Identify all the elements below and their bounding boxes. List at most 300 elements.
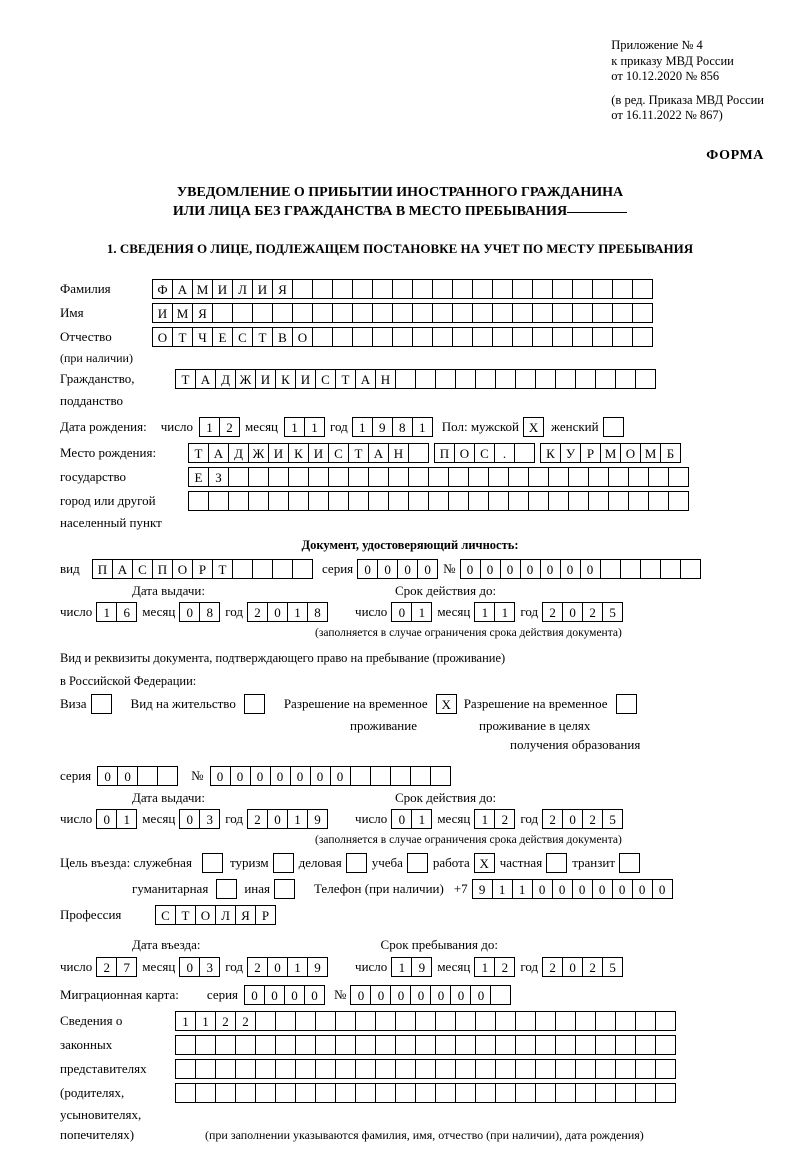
cell[interactable] — [455, 1035, 476, 1055]
cell[interactable]: X — [474, 853, 495, 873]
cell[interactable] — [244, 694, 265, 714]
cell[interactable]: В — [272, 327, 293, 347]
cell[interactable] — [412, 303, 433, 323]
cell[interactable] — [490, 985, 511, 1005]
input-permit-valid-day[interactable] — [391, 809, 431, 829]
cell[interactable] — [408, 491, 429, 511]
checkbox-temp-residence[interactable] — [436, 694, 456, 714]
cell[interactable]: 9 — [307, 809, 328, 829]
cell[interactable]: З — [208, 467, 229, 487]
cell[interactable] — [655, 1035, 676, 1055]
cell[interactable]: 0 — [540, 559, 561, 579]
cell[interactable] — [375, 1035, 396, 1055]
cell[interactable]: Д — [228, 443, 249, 463]
cell[interactable] — [455, 1083, 476, 1103]
cell[interactable]: 0 — [480, 559, 501, 579]
cell[interactable] — [615, 1035, 636, 1055]
cell[interactable]: 1 — [474, 602, 495, 622]
cell[interactable]: 1 — [494, 602, 515, 622]
cell[interactable] — [375, 1011, 396, 1031]
cell[interactable] — [448, 467, 469, 487]
input-stay-day[interactable] — [391, 957, 431, 977]
cell[interactable]: 2 — [235, 1011, 256, 1031]
input-migration-number[interactable] — [350, 985, 510, 1005]
cell[interactable] — [346, 853, 367, 873]
cell[interactable] — [432, 303, 453, 323]
cell[interactable]: 0 — [304, 985, 325, 1005]
input-doc-issue-year[interactable] — [247, 602, 327, 622]
cell[interactable] — [202, 853, 223, 873]
input-doc-issue-month[interactable] — [179, 602, 219, 622]
cell[interactable] — [408, 443, 429, 463]
cell[interactable] — [435, 1083, 456, 1103]
cell[interactable] — [428, 467, 449, 487]
input-legal-rep-row1[interactable] — [175, 1011, 675, 1031]
cell[interactable]: 0 — [652, 879, 673, 899]
checkbox-purpose-private[interactable] — [546, 853, 566, 873]
cell[interactable] — [407, 853, 428, 873]
cell[interactable]: 0 — [612, 879, 633, 899]
cell[interactable] — [274, 879, 295, 899]
cell[interactable] — [475, 1035, 496, 1055]
cell[interactable] — [252, 303, 273, 323]
cell[interactable] — [216, 879, 237, 899]
cell[interactable]: 0 — [562, 957, 583, 977]
cell[interactable]: 1 — [391, 957, 412, 977]
cell[interactable] — [212, 303, 233, 323]
cell[interactable]: 1 — [284, 417, 305, 437]
input-patronymic[interactable] — [152, 327, 652, 347]
cell[interactable]: 0 — [417, 559, 438, 579]
cell[interactable]: 0 — [632, 879, 653, 899]
cell[interactable] — [515, 1035, 536, 1055]
cell[interactable]: 0 — [267, 809, 288, 829]
input-doc-issue-day[interactable] — [96, 602, 136, 622]
cell[interactable] — [395, 1011, 416, 1031]
cell[interactable]: 0 — [357, 559, 378, 579]
cell[interactable]: 8 — [199, 602, 220, 622]
cell[interactable] — [332, 303, 353, 323]
cell[interactable] — [335, 1059, 356, 1079]
cell[interactable] — [195, 1059, 216, 1079]
cell[interactable] — [215, 1035, 236, 1055]
cell[interactable] — [255, 1059, 276, 1079]
cell[interactable] — [468, 491, 489, 511]
cell[interactable] — [355, 1035, 376, 1055]
cell[interactable]: С — [155, 905, 176, 925]
cell[interactable]: Д — [215, 369, 236, 389]
cell[interactable]: 0 — [470, 985, 491, 1005]
cell[interactable]: Р — [192, 559, 213, 579]
cell[interactable]: 0 — [532, 879, 553, 899]
cell[interactable] — [315, 1059, 336, 1079]
cell[interactable] — [232, 559, 253, 579]
input-citizenship[interactable] — [175, 369, 655, 389]
cell[interactable]: 5 — [602, 809, 623, 829]
cell[interactable] — [632, 327, 653, 347]
input-birthplace-city-part2[interactable] — [540, 443, 680, 463]
cell[interactable] — [235, 1059, 256, 1079]
cell[interactable] — [568, 467, 589, 487]
cell[interactable]: 5 — [602, 957, 623, 977]
cell[interactable]: Т — [188, 443, 209, 463]
cell[interactable]: Н — [388, 443, 409, 463]
cell[interactable] — [615, 1083, 636, 1103]
cell[interactable] — [620, 559, 641, 579]
cell[interactable]: А — [208, 443, 229, 463]
cell[interactable] — [615, 1059, 636, 1079]
cell[interactable]: П — [92, 559, 113, 579]
cell[interactable] — [272, 559, 293, 579]
cell[interactable] — [248, 491, 269, 511]
cell[interactable]: 2 — [247, 602, 268, 622]
cell[interactable] — [495, 1083, 516, 1103]
cell[interactable]: 0 — [179, 602, 200, 622]
cell[interactable] — [412, 279, 433, 299]
cell[interactable] — [535, 1035, 556, 1055]
cell[interactable]: 0 — [397, 559, 418, 579]
cell[interactable] — [528, 491, 549, 511]
cell[interactable]: 0 — [562, 809, 583, 829]
cell[interactable]: 1 — [116, 809, 137, 829]
cell[interactable] — [548, 467, 569, 487]
cell[interactable]: И — [252, 279, 273, 299]
cell[interactable] — [655, 1011, 676, 1031]
cell[interactable] — [546, 853, 567, 873]
input-permit-issue-month[interactable] — [179, 809, 219, 829]
cell[interactable] — [368, 467, 389, 487]
cell[interactable]: С — [474, 443, 495, 463]
cell[interactable] — [488, 491, 509, 511]
input-profession[interactable] — [155, 905, 275, 925]
cell[interactable]: Я — [235, 905, 256, 925]
cell[interactable]: 3 — [199, 957, 220, 977]
cell[interactable]: 0 — [270, 766, 291, 786]
cell[interactable] — [668, 467, 689, 487]
cell[interactable]: 0 — [460, 559, 481, 579]
cell[interactable] — [595, 1011, 616, 1031]
cell[interactable] — [315, 1035, 336, 1055]
cell[interactable] — [660, 559, 681, 579]
cell[interactable]: И — [295, 369, 316, 389]
cell[interactable]: 0 — [572, 879, 593, 899]
cell[interactable] — [632, 303, 653, 323]
input-permit-valid-month[interactable] — [474, 809, 514, 829]
cell[interactable] — [640, 559, 661, 579]
cell[interactable] — [495, 1035, 516, 1055]
cell[interactable] — [288, 467, 309, 487]
cell[interactable] — [232, 303, 253, 323]
cell[interactable] — [668, 491, 689, 511]
cell[interactable]: М — [192, 279, 213, 299]
cell[interactable] — [428, 491, 449, 511]
cell[interactable] — [472, 303, 493, 323]
cell[interactable]: Л — [215, 905, 236, 925]
cell[interactable] — [255, 1035, 276, 1055]
cell[interactable] — [255, 1083, 276, 1103]
cell[interactable] — [475, 1059, 496, 1079]
cell[interactable] — [600, 559, 621, 579]
cell[interactable] — [648, 467, 669, 487]
input-birth-day[interactable] — [199, 417, 239, 437]
checkbox-purpose-transit[interactable] — [619, 853, 639, 873]
cell[interactable]: 2 — [582, 809, 603, 829]
cell[interactable] — [408, 467, 429, 487]
cell[interactable] — [395, 369, 416, 389]
cell[interactable]: И — [255, 369, 276, 389]
cell[interactable] — [468, 467, 489, 487]
cell[interactable]: 5 — [602, 602, 623, 622]
cell[interactable] — [335, 1083, 356, 1103]
cell[interactable] — [488, 467, 509, 487]
cell[interactable]: 2 — [215, 1011, 236, 1031]
cell[interactable] — [448, 491, 469, 511]
cell[interactable] — [655, 1059, 676, 1079]
cell[interactable]: 1 — [474, 957, 495, 977]
input-doc-kind[interactable] — [92, 559, 312, 579]
cell[interactable] — [612, 303, 633, 323]
input-doc-number[interactable] — [460, 559, 700, 579]
input-name[interactable] — [152, 303, 652, 323]
cell[interactable]: 2 — [542, 809, 563, 829]
cell[interactable] — [555, 1083, 576, 1103]
cell[interactable] — [275, 1083, 296, 1103]
cell[interactable] — [295, 1083, 316, 1103]
cell[interactable] — [475, 1083, 496, 1103]
cell[interactable] — [137, 766, 158, 786]
cell[interactable] — [435, 369, 456, 389]
cell[interactable] — [315, 1083, 336, 1103]
cell[interactable] — [292, 279, 313, 299]
cell[interactable] — [175, 1083, 196, 1103]
cell[interactable] — [215, 1059, 236, 1079]
input-legal-rep-row2[interactable] — [175, 1035, 675, 1055]
cell[interactable] — [512, 327, 533, 347]
cell[interactable] — [495, 1059, 516, 1079]
cell[interactable]: 2 — [96, 957, 117, 977]
cell[interactable]: А — [368, 443, 389, 463]
cell[interactable] — [455, 369, 476, 389]
cell[interactable] — [275, 1035, 296, 1055]
cell[interactable] — [335, 1035, 356, 1055]
cell[interactable]: 0 — [552, 879, 573, 899]
cell[interactable]: Ж — [235, 369, 256, 389]
cell[interactable]: 1 — [304, 417, 325, 437]
cell[interactable]: М — [640, 443, 661, 463]
cell[interactable] — [595, 1059, 616, 1079]
cell[interactable] — [288, 491, 309, 511]
cell[interactable]: 0 — [450, 985, 471, 1005]
cell[interactable]: А — [172, 279, 193, 299]
checkbox-visa[interactable] — [91, 694, 111, 714]
cell[interactable] — [435, 1059, 456, 1079]
checkbox-edu-residence[interactable] — [616, 694, 636, 714]
checkbox-male[interactable] — [523, 417, 543, 437]
cell[interactable] — [355, 1083, 376, 1103]
cell[interactable]: 1 — [195, 1011, 216, 1031]
input-permit-valid-year[interactable] — [542, 809, 622, 829]
cell[interactable] — [195, 1035, 216, 1055]
cell[interactable] — [492, 279, 513, 299]
input-doc-valid-day[interactable] — [391, 602, 431, 622]
cell[interactable] — [368, 491, 389, 511]
cell[interactable] — [595, 1083, 616, 1103]
input-permit-series[interactable] — [97, 766, 177, 786]
cell[interactable]: Н — [375, 369, 396, 389]
cell[interactable]: Т — [335, 369, 356, 389]
input-birth-month[interactable] — [284, 417, 324, 437]
cell[interactable] — [514, 443, 535, 463]
cell[interactable]: Т — [348, 443, 369, 463]
cell[interactable] — [603, 417, 624, 437]
cell[interactable] — [355, 1011, 376, 1031]
cell[interactable] — [272, 303, 293, 323]
input-permit-number[interactable] — [210, 766, 450, 786]
cell[interactable]: 0 — [117, 766, 138, 786]
cell[interactable] — [616, 694, 637, 714]
cell[interactable] — [415, 1011, 436, 1031]
cell[interactable] — [512, 279, 533, 299]
cell[interactable]: 0 — [96, 809, 117, 829]
cell[interactable] — [492, 327, 513, 347]
cell[interactable] — [588, 491, 609, 511]
cell[interactable] — [515, 1011, 536, 1031]
cell[interactable] — [648, 491, 669, 511]
cell[interactable] — [430, 766, 451, 786]
cell[interactable] — [395, 1083, 416, 1103]
cell[interactable] — [348, 491, 369, 511]
checkbox-purpose-tourism[interactable] — [273, 853, 293, 873]
cell[interactable] — [372, 279, 393, 299]
cell[interactable] — [188, 491, 209, 511]
input-phone[interactable] — [472, 879, 672, 899]
cell[interactable] — [555, 1059, 576, 1079]
cell[interactable] — [392, 327, 413, 347]
input-migration-series[interactable] — [244, 985, 324, 1005]
cell[interactable]: Т — [212, 559, 233, 579]
cell[interactable] — [395, 1059, 416, 1079]
cell[interactable] — [575, 1035, 596, 1055]
cell[interactable]: 2 — [494, 957, 515, 977]
cell[interactable] — [475, 1011, 496, 1031]
cell[interactable]: 0 — [179, 809, 200, 829]
cell[interactable] — [412, 327, 433, 347]
cell[interactable] — [372, 327, 393, 347]
cell[interactable]: 9 — [372, 417, 393, 437]
cell[interactable]: О — [292, 327, 313, 347]
cell[interactable]: 1 — [287, 602, 308, 622]
cell[interactable] — [410, 766, 431, 786]
cell[interactable] — [515, 1059, 536, 1079]
cell[interactable] — [268, 491, 289, 511]
cell[interactable] — [515, 1083, 536, 1103]
cell[interactable]: И — [268, 443, 289, 463]
cell[interactable]: Е — [188, 467, 209, 487]
cell[interactable]: X — [523, 417, 544, 437]
cell[interactable]: Б — [660, 443, 681, 463]
cell[interactable]: Ж — [248, 443, 269, 463]
input-birthplace-city-part1[interactable] — [434, 443, 534, 463]
cell[interactable] — [595, 1035, 616, 1055]
cell[interactable]: 0 — [330, 766, 351, 786]
cell[interactable] — [455, 1059, 476, 1079]
cell[interactable] — [635, 1083, 656, 1103]
cell[interactable] — [392, 303, 413, 323]
cell[interactable]: 9 — [307, 957, 328, 977]
cell[interactable] — [415, 369, 436, 389]
cell[interactable]: 1 — [412, 417, 433, 437]
cell[interactable] — [452, 303, 473, 323]
cell[interactable] — [370, 766, 391, 786]
cell[interactable]: 1 — [411, 602, 432, 622]
cell[interactable] — [375, 1059, 396, 1079]
cell[interactable] — [215, 1083, 236, 1103]
cell[interactable] — [435, 1011, 456, 1031]
cell[interactable]: 1 — [175, 1011, 196, 1031]
cell[interactable] — [352, 279, 373, 299]
cell[interactable]: 0 — [264, 985, 285, 1005]
cell[interactable] — [435, 1035, 456, 1055]
cell[interactable]: 0 — [350, 985, 371, 1005]
cell[interactable]: 1 — [352, 417, 373, 437]
cell[interactable] — [295, 1035, 316, 1055]
input-entry-year[interactable] — [247, 957, 327, 977]
cell[interactable] — [595, 369, 616, 389]
cell[interactable]: Т — [172, 327, 193, 347]
cell[interactable] — [628, 491, 649, 511]
cell[interactable]: О — [172, 559, 193, 579]
cell[interactable] — [575, 1011, 596, 1031]
cell[interactable] — [352, 303, 373, 323]
cell[interactable]: 0 — [370, 985, 391, 1005]
cell[interactable]: К — [288, 443, 309, 463]
cell[interactable] — [575, 1059, 596, 1079]
cell[interactable] — [157, 766, 178, 786]
cell[interactable]: 8 — [392, 417, 413, 437]
cell[interactable]: 0 — [562, 602, 583, 622]
cell[interactable] — [512, 303, 533, 323]
checkbox-purpose-study[interactable] — [407, 853, 427, 873]
cell[interactable] — [615, 369, 636, 389]
cell[interactable] — [208, 491, 229, 511]
cell[interactable] — [308, 467, 329, 487]
cell[interactable]: 1 — [492, 879, 513, 899]
cell[interactable]: Ч — [192, 327, 213, 347]
cell[interactable]: С — [315, 369, 336, 389]
cell[interactable]: С — [328, 443, 349, 463]
cell[interactable]: И — [212, 279, 233, 299]
cell[interactable] — [235, 1083, 256, 1103]
cell[interactable]: О — [152, 327, 173, 347]
cell[interactable] — [552, 279, 573, 299]
cell[interactable] — [535, 1059, 556, 1079]
cell[interactable] — [432, 327, 453, 347]
cell[interactable] — [415, 1083, 436, 1103]
cell[interactable]: 0 — [267, 957, 288, 977]
cell[interactable] — [492, 303, 513, 323]
cell[interactable] — [608, 467, 629, 487]
cell[interactable]: 0 — [210, 766, 231, 786]
cell[interactable] — [535, 369, 556, 389]
cell[interactable] — [548, 491, 569, 511]
input-legal-rep-row3[interactable] — [175, 1059, 675, 1079]
cell[interactable]: 8 — [307, 602, 328, 622]
cell[interactable]: 0 — [592, 879, 613, 899]
cell[interactable]: 1 — [96, 602, 117, 622]
cell[interactable]: Т — [175, 905, 196, 925]
cell[interactable]: И — [308, 443, 329, 463]
cell[interactable] — [635, 1011, 656, 1031]
